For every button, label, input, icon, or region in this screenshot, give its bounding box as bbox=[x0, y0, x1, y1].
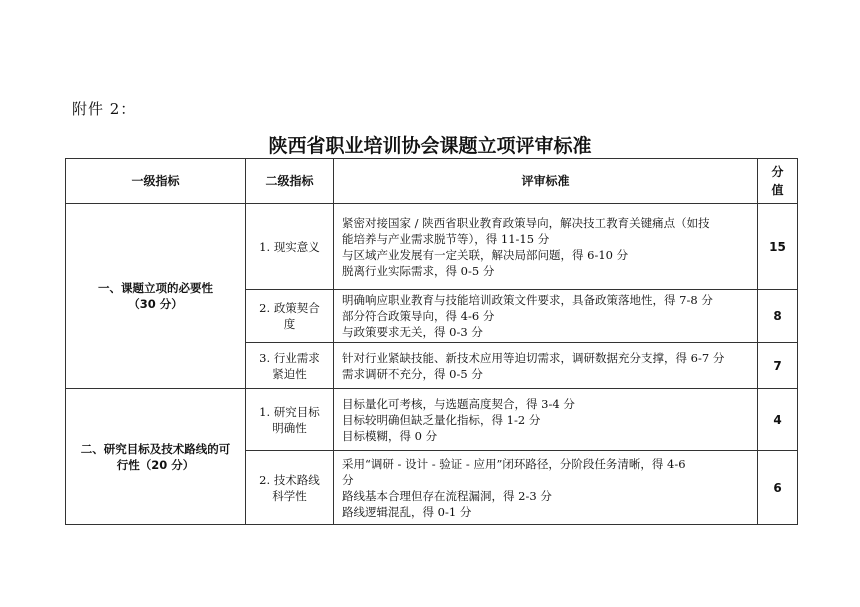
level1-line: （30 分） bbox=[128, 297, 183, 311]
header-score bbox=[758, 159, 798, 204]
score-cell: 4 bbox=[758, 389, 798, 451]
level2-name-cont: 明确性 bbox=[272, 420, 307, 435]
level2-name-cont: 紧迫性 bbox=[272, 366, 307, 381]
criteria-cell bbox=[334, 204, 758, 290]
level2-name-cont: 度 bbox=[283, 317, 296, 331]
criteria-line: 路线基本合理但存在流程漏洞，得 2-3 分 bbox=[342, 488, 552, 503]
table-row bbox=[66, 204, 798, 290]
evaluation-table bbox=[65, 158, 798, 525]
criteria-line: 明确响应职业教育与技能培训政策文件要求，具备政策落地性，得 7-8 分 bbox=[342, 293, 713, 307]
criteria-line: 采用“调研 - 设计 - 验证 - 应用”闭环路径，分阶段任务清晰，得 4-6 bbox=[342, 456, 686, 471]
level2-num: 2. bbox=[259, 301, 271, 315]
level2-cell bbox=[246, 343, 334, 389]
level2-num: 3. bbox=[259, 350, 271, 365]
header-score-line1: 分 bbox=[771, 165, 784, 179]
criteria-line: 与政策要求无关，得 0-3 分 bbox=[342, 325, 483, 339]
criteria-cell bbox=[334, 343, 758, 389]
score-cell: 15 bbox=[758, 204, 798, 290]
criteria-line: 脱离行业实际需求，得 0-5 分 bbox=[342, 263, 495, 278]
criteria-line: 需求调研不充分，得 0-5 分 bbox=[342, 366, 483, 381]
level2-name: 行业需求 bbox=[273, 350, 320, 365]
criteria-line: 分 bbox=[342, 472, 354, 487]
criteria-line: 紧密对接国家 / 陕西省职业教育政策导向，解决技工教育关键痛点（如技 bbox=[342, 215, 710, 230]
level1-line: 行性（20 分） bbox=[116, 457, 195, 472]
level1-line: 一、课题立项的必要性 bbox=[98, 281, 213, 295]
criteria-line: 目标量化可考核，与选题高度契合，得 3-4 分 bbox=[342, 396, 575, 411]
header-level2: 二级指标 bbox=[246, 159, 334, 204]
level2-name: 技术路线 bbox=[273, 472, 320, 487]
level1-cell bbox=[66, 204, 246, 389]
criteria-line: 与区域产业发展有一定关联，解决局部问题，得 6-10 分 bbox=[342, 247, 629, 262]
level2-num: 2. bbox=[259, 472, 271, 487]
level2-num: 1. bbox=[259, 404, 271, 419]
level2-name: 政策契合 bbox=[273, 301, 320, 315]
criteria-cell bbox=[334, 290, 758, 343]
header-level1: 一级指标 bbox=[66, 159, 246, 204]
level2-cell bbox=[246, 204, 334, 290]
header-score-line2: 值 bbox=[771, 183, 784, 197]
level2-name: 现实意义 bbox=[273, 239, 320, 254]
score-cell: 6 bbox=[758, 451, 798, 525]
criteria-line: 部分符合政策导向，得 4-6 分 bbox=[342, 309, 495, 323]
level2-name: 研究目标 bbox=[273, 404, 320, 419]
level2-cell bbox=[246, 290, 334, 343]
page-title: 陕西省职业培训协会课题立项评审标准 bbox=[268, 135, 592, 157]
criteria-line: 目标模糊，得 0 分 bbox=[342, 428, 438, 443]
score-cell: 7 bbox=[758, 343, 798, 389]
table-header-row bbox=[66, 159, 798, 204]
level1-line: 二、研究目标及技术路线的可 bbox=[80, 441, 231, 456]
score-cell: 8 bbox=[758, 290, 798, 343]
level2-num: 1. bbox=[259, 239, 271, 254]
attachment-label: 附件 2： bbox=[72, 100, 137, 118]
header-criteria: 评审标准 bbox=[334, 159, 758, 204]
level2-cell bbox=[246, 451, 334, 525]
criteria-cell bbox=[334, 389, 758, 451]
level2-name-cont: 科学性 bbox=[272, 488, 307, 503]
criteria-line: 路线逻辑混乱，得 0-1 分 bbox=[342, 504, 472, 519]
table-row bbox=[66, 389, 798, 451]
criteria-line: 目标较明确但缺乏量化指标，得 1-2 分 bbox=[342, 412, 541, 427]
level2-cell bbox=[246, 389, 334, 451]
criteria-line: 针对行业紧缺技能、新技术应用等迫切需求，调研数据充分支撑，得 6-7 分 bbox=[342, 350, 725, 365]
level1-cell bbox=[66, 389, 246, 525]
criteria-line: 能培养与产业需求脱节等），得 11-15 分 bbox=[342, 231, 550, 246]
criteria-cell bbox=[334, 451, 758, 525]
